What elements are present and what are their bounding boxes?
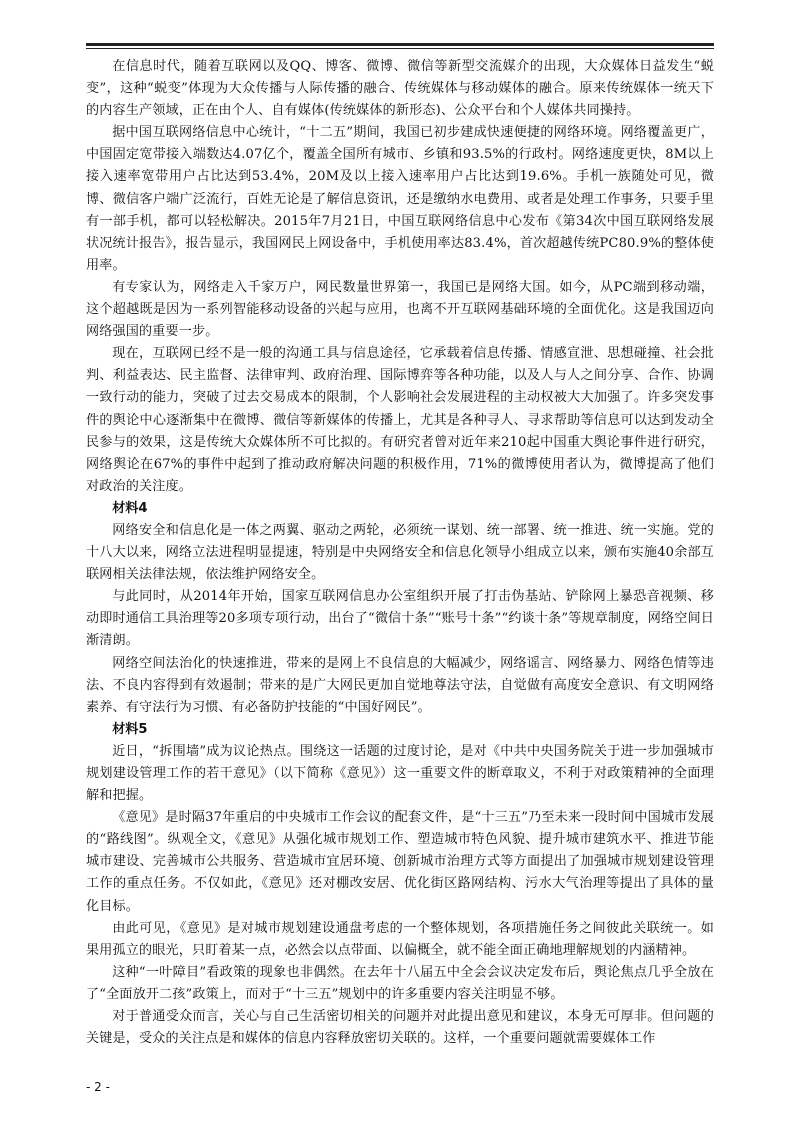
section-heading: 材料4 — [112, 500, 148, 516]
page-number: - 2 - — [86, 1080, 110, 1094]
document-body — [86, 56, 714, 1050]
paragraph: 这种“一叶障目”看政策的现象也非偶然。在去年十八届五中全会会议决定发布后，舆论焦点几乎全放在了“全面放开二孩”政策上，而对于“十三五”规划中的许多重要内容关注明显不够。 — [86, 964, 714, 1002]
paragraph: 由此可见，《意见》是对城市规划建设通盘考虑的一个整体规划，各项措施任务之间彼此关联统一。如果用孤立的眼光，只盯着某一点，必然会以点带面、以偏概全，就不能全面正确地理解规划的内涵精神。 — [86, 920, 714, 958]
paragraph: 对于普通受众而言，关心与自己生活密切相关的问题并对此提出意见和建议，本身无可厚非。但问题的关键是，受众的关注点是和媒体的信息内容释放密切关联的。这样，一个重要问题就需要媒体工作 — [86, 1009, 714, 1047]
paragraph: 有专家认为，网络走入千家万户，网民数量世界第一，我国已是网络大国。如今，从PC端到移动端，这个超越既是因为一系列智能移动设备的兴起与应用，也离不开互联网基础环境的全面优化。这是我国迈向网络强国的重要一步。 — [86, 279, 714, 340]
section-heading: 材料5 — [112, 721, 148, 737]
paragraph: 近日，“拆围墙”成为议论热点。围绕这一话题的过度讨论，是对《中共中央国务院关于进一步加强城市规划建设管理工作的若干意见》（以下简称《意见》）这一重要文件的断章取义，不利于对政策精神的全面理解和把握。 — [86, 743, 714, 804]
paragraph: 据中国互联网络信息中心统计，“十二五”期间，我国已初步建成快速便捷的网络环境。网络覆盖更广，中国固定宽带接入端数达4.07亿个，覆盖全国所有城市、乡镇和93.5%的行政村。网络速度更快，8M以上接入速率宽带用户占比达到53.4%，20M及以上接入速率用户占比达到19.6%。手机一族随处可见，微博、微信客户端广泛流行，百姓无论是了解信息资讯，还是缴纳水电费用、或者是处理工作事务，只要手里有一部手机，都可以轻松解决。2015年7月21日，中国互联网络信息中心发布《第34次中国互联网络发展状况统计报告》，报告显示，我国网民上网设备中，手机使用率达83.4%，首次超越传统PC80.9%的整体使用率。 — [86, 125, 714, 273]
paragraph: 《意见》是时隔37年重启的中央城市工作会议的配套文件，是“十三五”乃至未来一段时间中国城市发展的“路线图”。纵观全文，《意见》从强化城市规划工作、塑造城市特色风貌、提升城市建筑水平、推进节能城市建设、完善城市公共服务、营造城市宜居环境、创新城市治理方式等方面提出了加强城市规划建设管理工作的重点任务。不仅如此，《意见》还对棚改安居、优化街区路网结构、污水大气治理等提出了具体的量化目标。 — [86, 810, 714, 914]
paragraph: 与此同时，从2014年开始，国家互联网信息办公室组织开展了打击伪基站、铲除网上暴恐音视频、移动即时通信工具治理等20多项专项行动，出台了“微信十条”“账号十条”“约谈十条”等规章制度，网络空间日渐清朗。 — [86, 589, 714, 649]
header-rule-thick — [86, 43, 714, 46]
paragraph: 网络安全和信息化是一体之两翼、驱动之两轮，必须统一谋划、统一部署、统一推进、统一实施。党的十八大以来，网络立法进程明显提速，特别是中央网络安全和信息化领导小组成立以来，颁布实施40余部互联网相关法律法规，依法维护网络安全。 — [86, 522, 714, 583]
paragraph: 现在，互联网已经不是一般的沟通工具与信息途径，它承载着信息传播、情感宣泄、思想碰撞、社会批判、利益表达、民主监督、法律审判、政府治理、国际博弈等各种功能，以及人与人之间分享、合作、协调一致行动的能力，突破了过去交易成本的限制，个人影响社会发展进程的主动权被大大加强了。许多突发事件的舆论中心逐渐集中在微博、微信等新媒体的传播上，尤其是各种寻人、寻求帮助等信息可以达到发动全民参与的效果，这是传统大众媒体所不可比拟的。有研究者曾对近年来210起中国重大舆论事件进行研究，网络舆论在67%的事件中起到了推动政府解决问题的积极作用，71%的微博使用者认为，微博提高了他们对政治的关注度。 — [86, 346, 714, 494]
paragraph: 在信息时代，随着互联网以及QQ、博客、微博、微信等新型交流媒介的出现，大众媒体日益发生“蜕变”，这种“蜕变”体现为大众传播与人际传播的融合、传统媒体与移动媒体的融合。原来传统媒体一统天下的内容生产领域，正在由个人、自有媒体(传统媒体的新形态)、公众平台和个人媒体共同操持。 — [86, 59, 714, 119]
paragraph: 网络空间法治化的快速推进，带来的是网上不良信息的大幅减少，网络谣言、网络暴力、网络色情等违法、不良内容得到有效遏制；带来的是广大网民更加自觉地尊法守法，自觉做有高度安全意识、有文明网络素养、有守法行为习惯、有必备防护技能的“中国好网民”。 — [86, 655, 714, 715]
header-rule-thin — [86, 48, 714, 49]
